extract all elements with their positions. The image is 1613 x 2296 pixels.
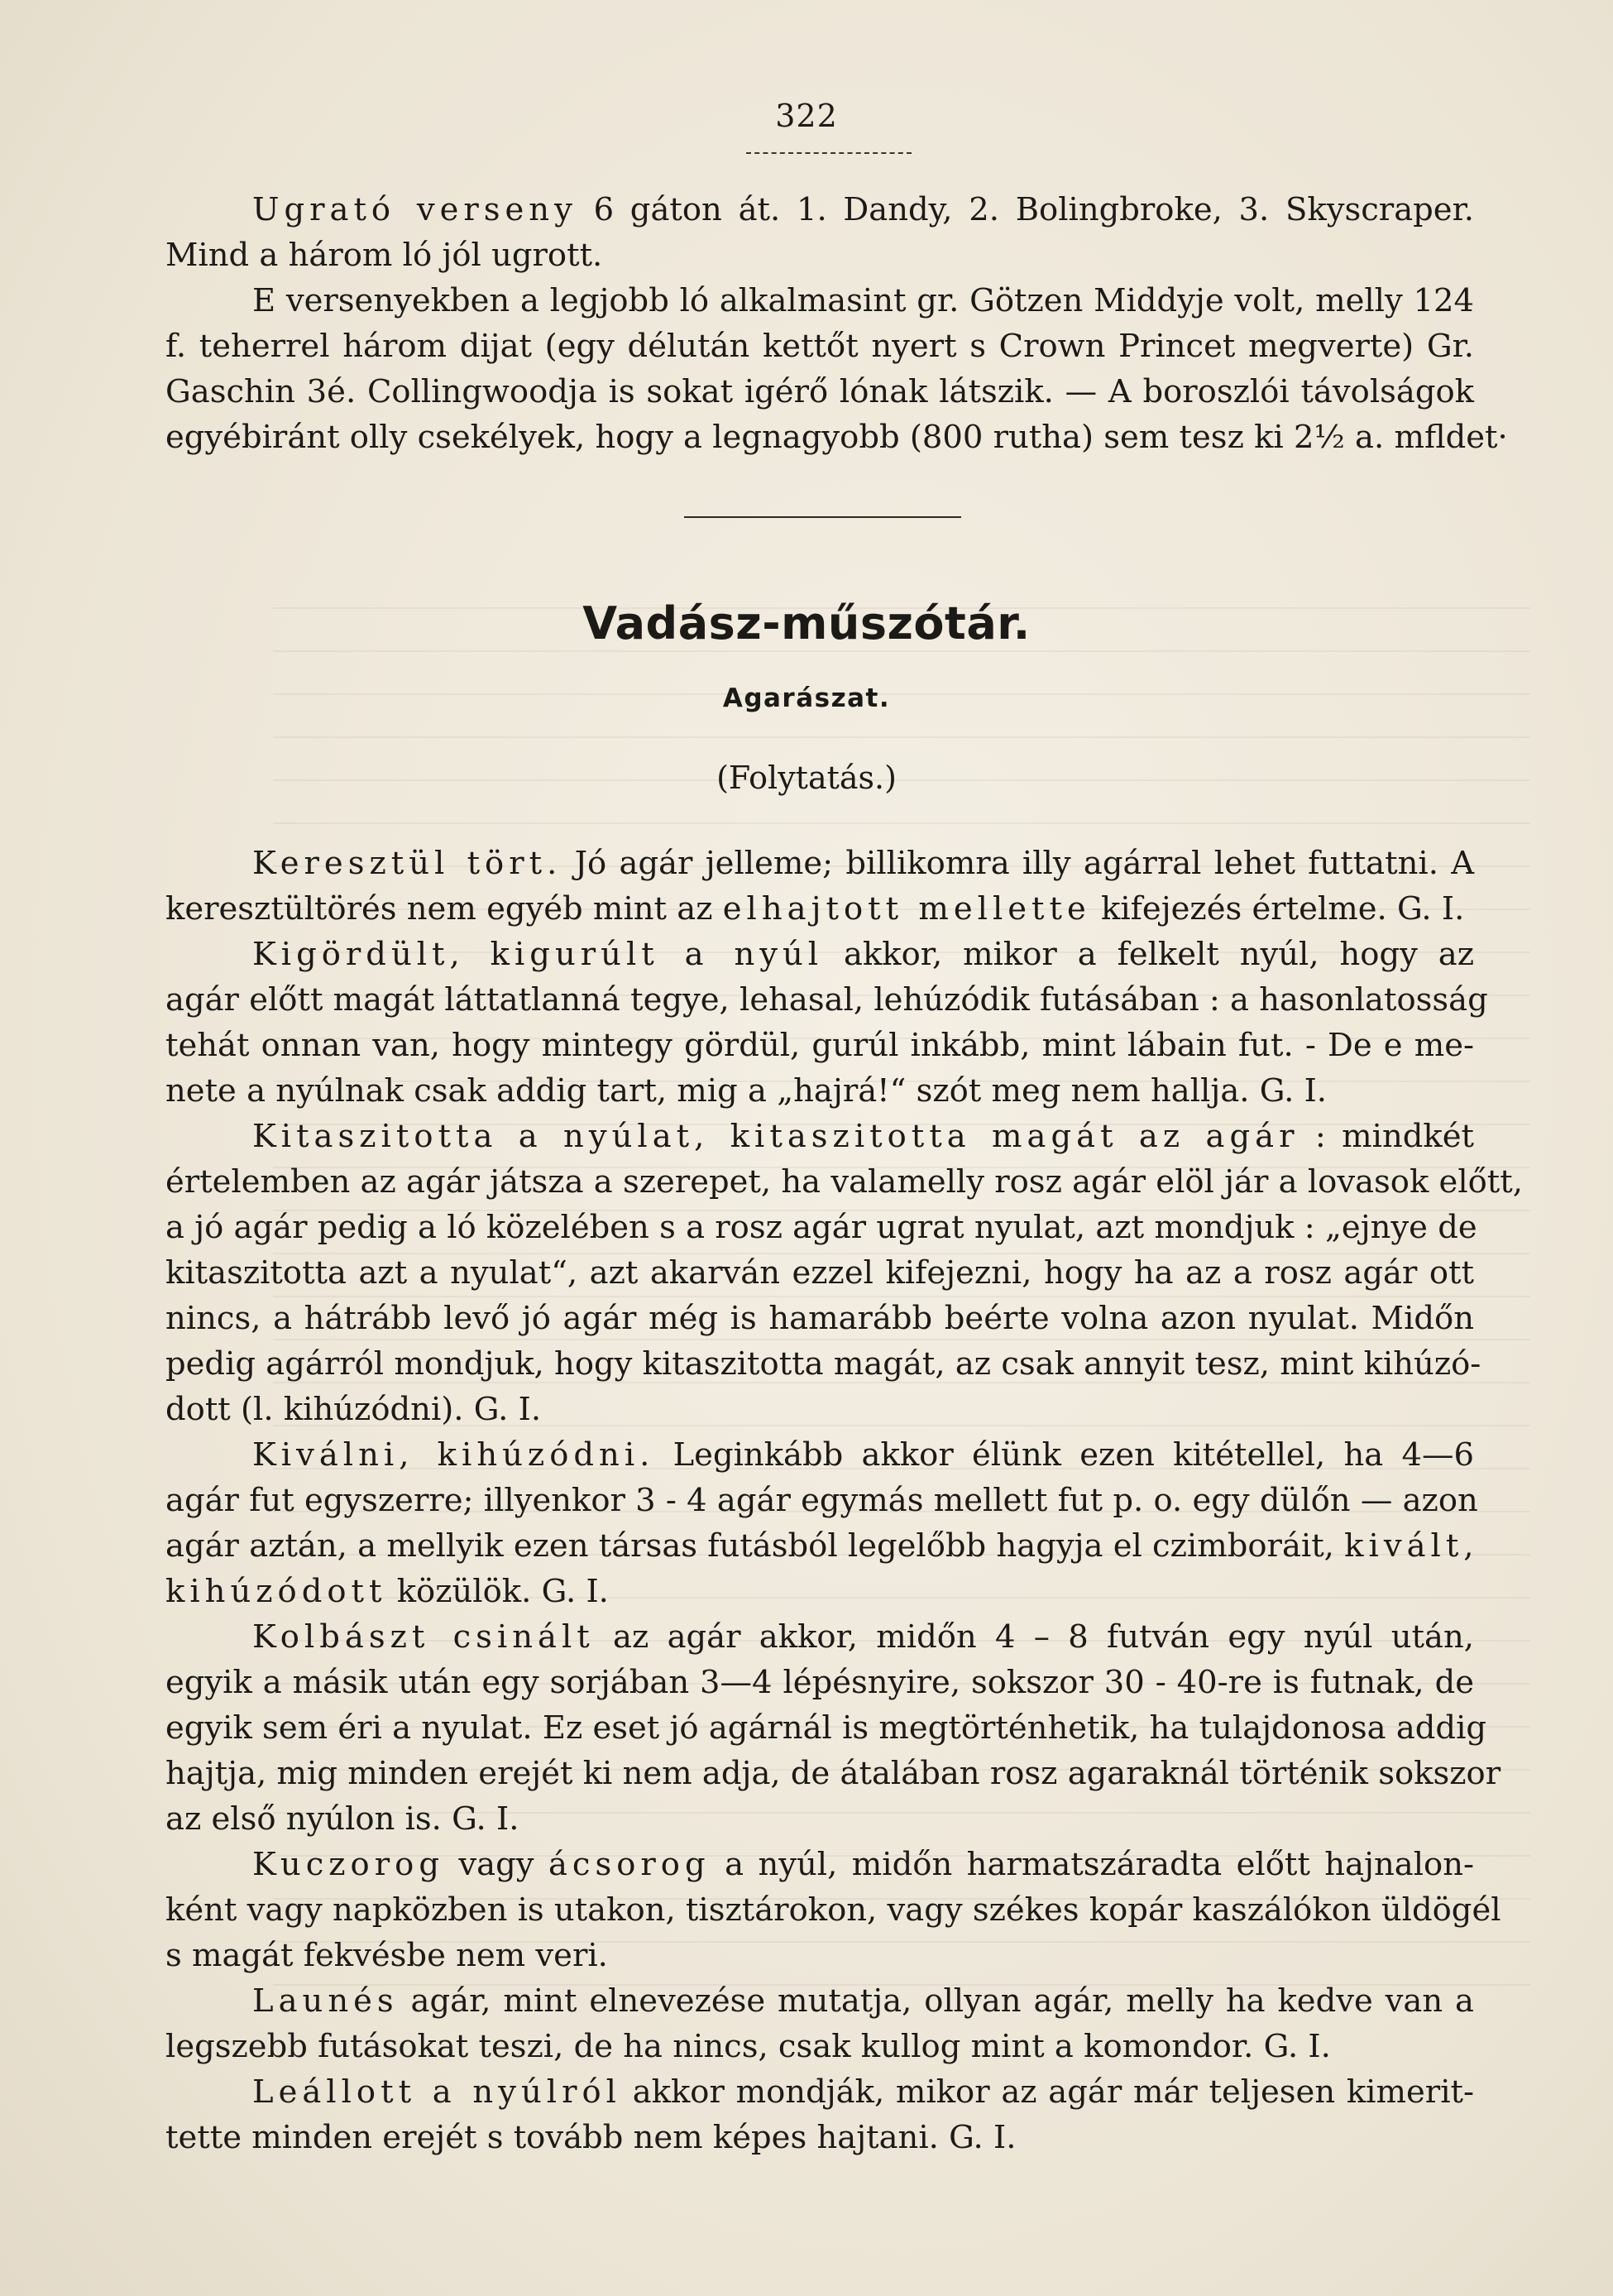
spaced-headword: Kolbászt csinált [252,1618,595,1656]
spaced-headword: ácsorog [548,1846,711,1883]
entry-paragraph [165,1978,1474,2069]
body-text: f. teherrel három dijat (egy délután kettőt nyert s Crown Princet megverte) Gr. [165,328,1474,365]
spaced-headword: Leállott a nyúlról [252,2073,621,2111]
section-subtitle: Agarászat. [722,683,891,713]
entry-line [165,1705,1487,1751]
body-text: agár, mint elnevezése mutatja, ollyan agár, melly ha kedve van a [398,1982,1474,2020]
body-text: keresztültörés nem egyéb mint az [165,890,723,928]
body-text: agár előtt magát láttatlanná tegye, lehasal, lehúzódik futásában : a hasonlatosság [165,981,1488,1019]
body-text: s magát fekvésbe nem veri. [165,1937,608,1974]
entry-paragraph [165,1614,1501,1842]
body-text: egyébiránt olly csekélyek, hogy a legnagyobb (800 rutha) sem tesz ki 2½ a. mfldet· [165,419,1508,456]
continued-note: (Folytatás.) [716,760,897,796]
entry-line [165,1068,1474,1114]
body-text: tehát onnan van, hogy mintegy gördül, gurúl inkább, mint lábain fut. - De e me- [165,1027,1474,1064]
body-text: értelemben az agár játsza a szerepet, ha valamelly rosz agár elöl jár a lovasok előtt, [165,1163,1523,1201]
body-text: pedig agárról mondjuk, hogy kitaszitotta magát, az csak annyit tesz, mint kihúzó- [165,1345,1481,1383]
body-text: agár fut egyszerre; illyenkor 3 - 4 agár egymás mellett fut p. o. egy dülőn — azon [165,1482,1478,1519]
intro-line [165,369,1474,415]
entry-line [165,1978,1474,2024]
entry-line [165,1341,1481,1387]
intro-line [165,187,1474,232]
entry-paragraph [165,841,1474,932]
spaced-headword: Keresztül tört. [252,845,562,882]
entry-line [165,1933,1474,1978]
entry-line [165,2024,1474,2069]
body-text: hajtja, mig minden erejét ki nem adja, de átalában rosz agaraknál történik sokszor [165,1755,1501,1792]
body-text: kitaszitotta azt a nyulat“, azt akarván ezzel kifejezni, hogy ha az a rosz agár ott [165,1254,1474,1292]
entry-paragraph [165,932,1488,1114]
entry-line [165,977,1488,1023]
page-number: 322 [775,98,838,134]
body-text: E versenyekben a legjobb ló alkalmasint gr. Götzen Middyje volt, melly 124 [252,282,1474,319]
entry-line [165,932,1474,977]
body-text: 6 gáton át. 1. Dandy, 2. Bolingbroke, 3. Skyscraper. [577,191,1474,228]
intro-paragraph [165,187,1474,278]
body-text: akkor, mikor a felkelt nyúl, hogy az [823,936,1474,973]
body-text: az első nyúlon is. G. I. [165,1800,519,1838]
entry-line [165,1614,1474,1660]
spaced-headword: Launés [252,1982,399,2020]
body-text: Jó agár jelleme; billikomra illy agárral lehet futtatni. A [562,845,1475,882]
page-number-rule [746,152,912,154]
entry-line [165,1250,1474,1296]
body-text: közülök. G. I. [386,1573,609,1610]
spaced-headword: kivált, [1344,1527,1479,1565]
spaced-headword: elhajtott mellette [722,890,1091,928]
spaced-headword: Kitaszitotta a nyúlat, kitaszitotta magát az agár [252,1118,1299,1155]
body-text: Leginkább akkor élünk ezen kitétellel, ha 4—6 [654,1436,1474,1474]
section-rule [684,516,961,518]
intro-line [165,232,1474,278]
body-text: a jó agár pedig a ló közelében s a rosz agár ugrat nyulat, azt mondjuk : „ejnye de [165,1209,1477,1246]
intro-line [165,415,1508,460]
intro-line [165,278,1474,324]
spaced-headword: Kigördült, kigurúlt a nyúl [252,936,824,973]
body-text: egyik sem éri a nyulat. Ez eset jó agárnál is megtörténhetik, ha tulajdonosa addig [165,1709,1487,1747]
entry-paragraph [165,1114,1523,1432]
entry-paragraph [165,1842,1501,1978]
spaced-headword: Kuczorog [252,1846,444,1883]
body-text: Mind a három ló jól ugrott. [165,237,603,274]
entry-line [165,1523,1479,1569]
intro-paragraph [165,278,1508,460]
entry-line [165,841,1474,886]
entry-paragraph [165,2069,1474,2160]
entry-line [165,1205,1477,1250]
body-text: dott (l. kihúzódni). G. I. [165,1391,542,1428]
entry-line [165,1842,1474,1887]
entry-line [165,1887,1501,1933]
entry-line [165,2115,1474,2160]
intro-line [165,324,1474,369]
intro-text [165,187,1508,460]
entry-line [165,1569,1474,1614]
entry-line [165,1660,1474,1705]
entry-line [165,1478,1478,1523]
entry-line [165,1114,1474,1159]
body-text: ként vagy napközben is utakon, tisztárokon, vagy székes kopár kaszálókon üldögél [165,1891,1501,1929]
body-text: kifejezés értelme. G. I. [1090,890,1465,928]
entry-line [165,886,1474,932]
spaced-headword: kihúzódott [165,1573,387,1610]
entry-line [165,1296,1474,1341]
body-text: Gaschin 3é. Collingwoodja is sokat igérő lónak látszik. — A boroszlói távolságok [165,373,1474,410]
entry-line [165,1796,1474,1842]
body-text: egyik a másik után egy sorjában 3—4 lépésnyire, sokszor 30 - 40-re is futnak, de [165,1664,1474,1701]
entry-line [165,1432,1474,1478]
spaced-headword: Kiválni, kihúzódni. [252,1436,655,1474]
entry-paragraph [165,1432,1479,1614]
dictionary-entries [165,841,1523,2160]
entry-line [165,1159,1523,1205]
body-text: tette minden erejét s tovább nem képes hajtani. G. I. [165,2119,1017,2156]
body-text: agár aztán, a mellyik ezen társas futásból legelőbb hagyja el czimboráit, [165,1527,1345,1565]
entry-line [165,1387,1474,1432]
spaced-headword: Ugrató verseny [252,191,577,228]
body-text: : mindkét [1299,1118,1475,1155]
entry-line [165,1023,1474,1068]
body-text: legszebb futásokat teszi, de ha nincs, csak kullog mint a komondor. G. I. [165,2028,1331,2065]
body-text: nete a nyúlnak csak addig tart, mig a „hajrá!“ szót meg nem hallja. G. I. [165,1072,1328,1110]
body-text: az agár akkor, midőn 4 – 8 futván egy nyúl után, [594,1618,1474,1656]
entry-line [165,1751,1501,1796]
body-text: a nyúl, midőn harmatszáradta előtt hajnalon- [710,1846,1474,1883]
body-text: vagy [443,1846,548,1883]
section-title: Vadász-műszótár. [582,597,1031,649]
entry-line [165,2069,1474,2115]
body-text: nincs, a hátrább levő jó agár még is hamarább beérte volna azon nyulat. Midőn [165,1300,1474,1337]
body-text: akkor mondják, mikor az agár már teljesen kimerit- [620,2073,1474,2111]
